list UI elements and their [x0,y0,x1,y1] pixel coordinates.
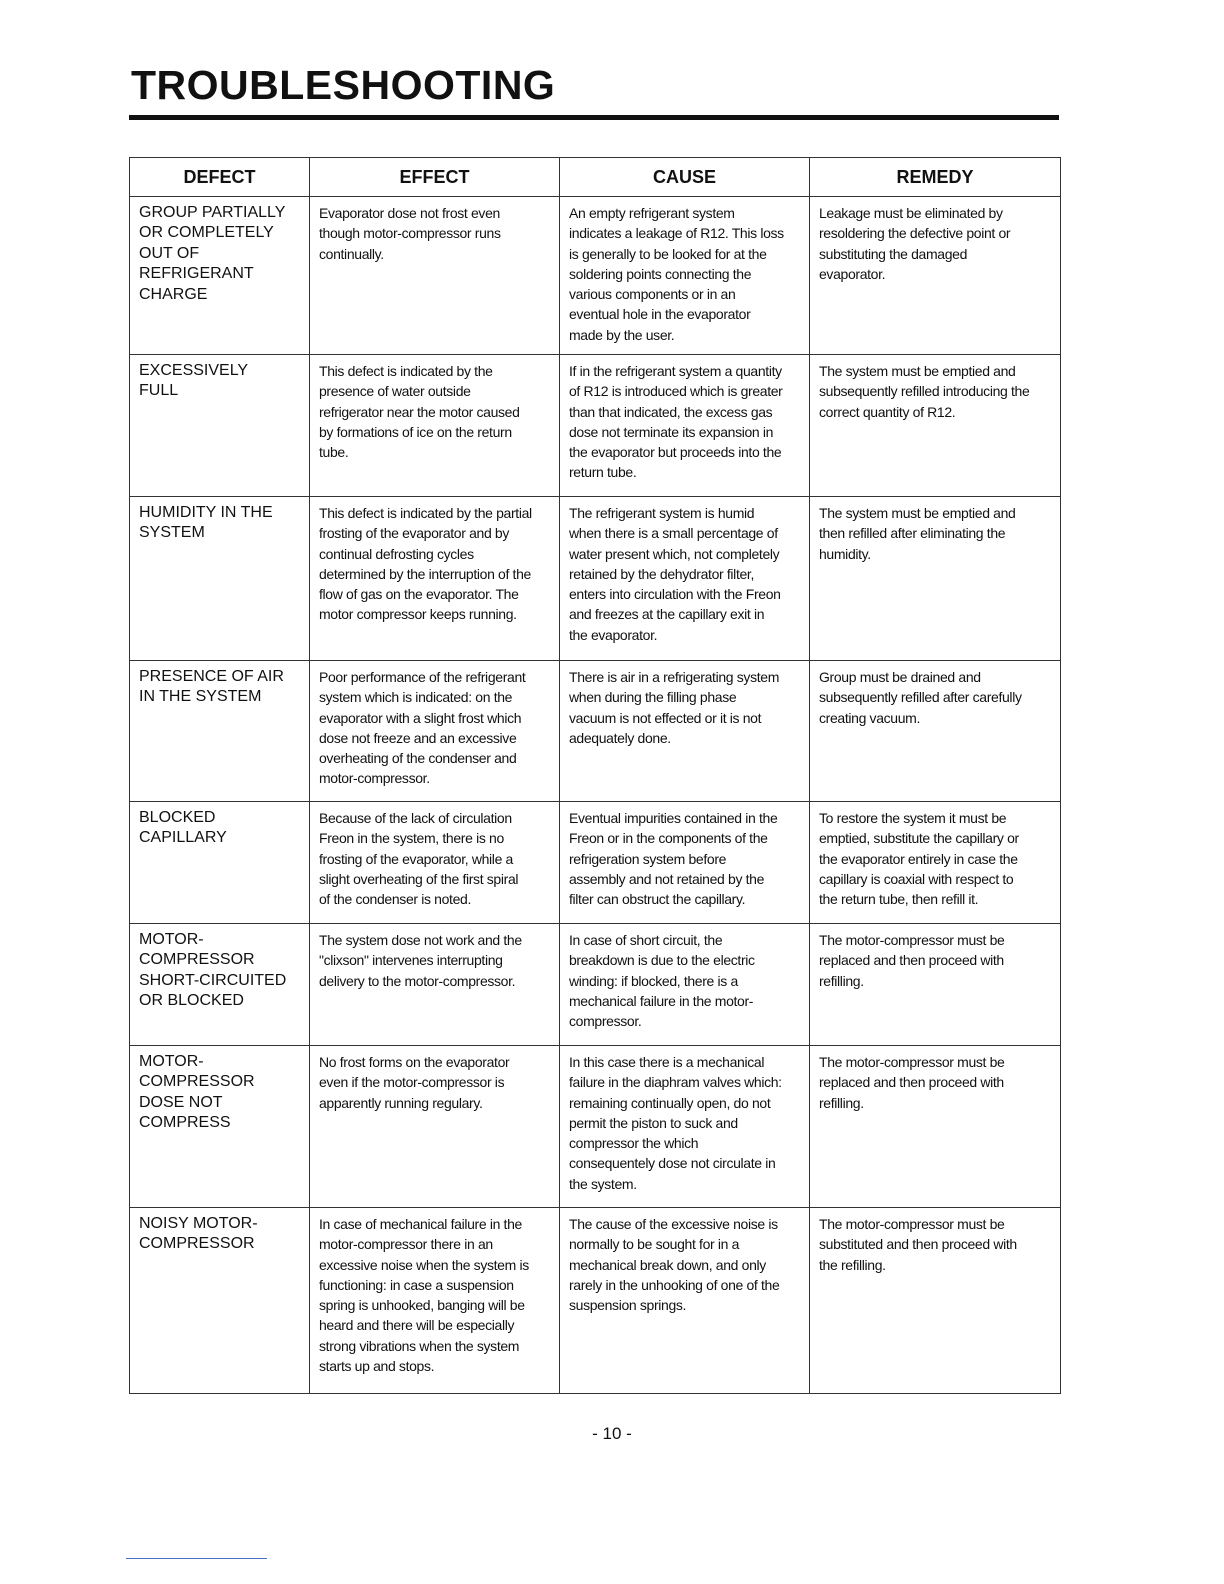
effect-cell: This defect is indicated by the partial frosting of the evaporator and by continual defrosting cycles determined by the interruption of the flow of gas on the evaporator. The motor compressor keeps running. [310,497,560,661]
cause-cell: The cause of the excessive noise is normally to be sought for in a mechanical break down, and only rarely in the unhooking of one of the suspension springs. [560,1208,810,1394]
effect-cell: In case of mechanical failure in the motor-compressor there in an excessive noise when the system is functioning: in case a suspension spring is unhooked, banging will be heard and there will be especially strong vibrations when the system starts up and stops. [310,1208,560,1394]
remedy-cell: To restore the system it must be emptied, substitute the capillary or the evaporator entirely in case the capillary is coaxial with respect to the return tube, then refill it. [810,802,1061,924]
remedy-cell: The motor-compressor must be replaced and then proceed with refilling. [810,924,1061,1046]
remedy-cell: The motor-compressor must be substituted and then proceed with the refilling. [810,1208,1061,1394]
table-row [130,497,1061,661]
table-row [130,924,1061,1046]
cause-cell: Eventual impurities contained in the Freon or in the components of the refrigeration system before assembly and not retained by the filter can obstruct the capillary. [560,802,810,924]
cause-cell: If in the refrigerant system a quantity of R12 is introduced which is greater than that indicated, the excess gas dose not terminate its expansion in the evaporator but proceeds into the return tube. [560,355,810,497]
effect-cell: No frost forms on the evaporator even if the motor-compressor is apparently running regulary. [310,1046,560,1208]
remedy-cell: The system must be emptied and then refilled after eliminating the humidity. [810,497,1061,661]
defect-cell: NOISY MOTOR- COMPRESSOR [130,1208,310,1394]
table-row [130,1208,1061,1394]
remedy-cell: The system must be emptied and subsequently refilled introducing the correct quantity of R12. [810,355,1061,497]
defect-cell: MOTOR- COMPRESSOR DOSE NOT COMPRESS [130,1046,310,1208]
column-header-defect: DEFECT [130,158,310,197]
cause-cell: In case of short circuit, the breakdown is due to the electric winding: if blocked, there is a mechanical failure in the motor- compressor. [560,924,810,1046]
effect-cell: Evaporator dose not frost even though motor-compressor runs continually. [310,197,560,355]
remedy-cell: Group must be drained and subsequently refilled after carefully creating vacuum. [810,661,1061,802]
page-title: TROUBLESHOOTING [131,62,556,108]
table-row [130,1046,1061,1208]
cause-cell: The refrigerant system is humid when there is a small percentage of water present which, not completely retained by the dehydrator filter, enters into circulation with the Freon and freezes at the capillary exit in the evaporator. [560,497,810,661]
remedy-cell: Leakage must be eliminated by resoldering the defective point or substituting the damaged evaporator. [810,197,1061,355]
cause-cell: In this case there is a mechanical failure in the diaphram valves which: remaining continually open, do not permit the piston to suck and compressor the which consequentely dose not circulate in the system. [560,1046,810,1208]
title-rule [129,115,1059,120]
effect-cell: Because of the lack of circulation Freon in the system, there is no frosting of the evaporator, while a slight overheating of the first spiral of the condenser is noted. [310,802,560,924]
cause-cell: An empty refrigerant system indicates a leakage of R12. This loss is generally to be looked for at the soldering points connecting the various components or in an eventual hole in the evaporator made by the user. [560,197,810,355]
effect-cell: This defect is indicated by the presence of water outside refrigerator near the motor caused by formations of ice on the return tube. [310,355,560,497]
troubleshooting-table [129,157,1061,1394]
effect-cell: Poor performance of the refrigerant system which is indicated: on the evaporator with a slight frost which dose not freeze and an excessive overheating of the condenser and motor-compressor. [310,661,560,802]
table-row [130,355,1061,497]
column-header-remedy: REMEDY [810,158,1061,197]
footer-link-line [126,1558,267,1559]
table-row [130,197,1061,355]
defect-cell: HUMIDITY IN THE SYSTEM [130,497,310,661]
defect-cell: PRESENCE OF AIR IN THE SYSTEM [130,661,310,802]
effect-cell: The system dose not work and the "clixson" intervenes interrupting delivery to the motor-compressor. [310,924,560,1046]
defect-cell: BLOCKED CAPILLARY [130,802,310,924]
table-header-row [130,158,1061,197]
column-header-effect: EFFECT [310,158,560,197]
remedy-cell: The motor-compressor must be replaced and then proceed with refilling. [810,1046,1061,1208]
table-row [130,802,1061,924]
page-number: - 10 - [592,1424,632,1443]
defect-cell: GROUP PARTIALLY OR COMPLETELY OUT OF REFRIGERANT CHARGE [130,197,310,355]
defect-cell: EXCESSIVELY FULL [130,355,310,497]
defect-cell: MOTOR- COMPRESSOR SHORT-CIRCUITED OR BLOCKED [130,924,310,1046]
column-header-cause: CAUSE [560,158,810,197]
cause-cell: There is air in a refrigerating system when during the filling phase vacuum is not effected or it is not adequately done. [560,661,810,802]
table-row [130,661,1061,802]
